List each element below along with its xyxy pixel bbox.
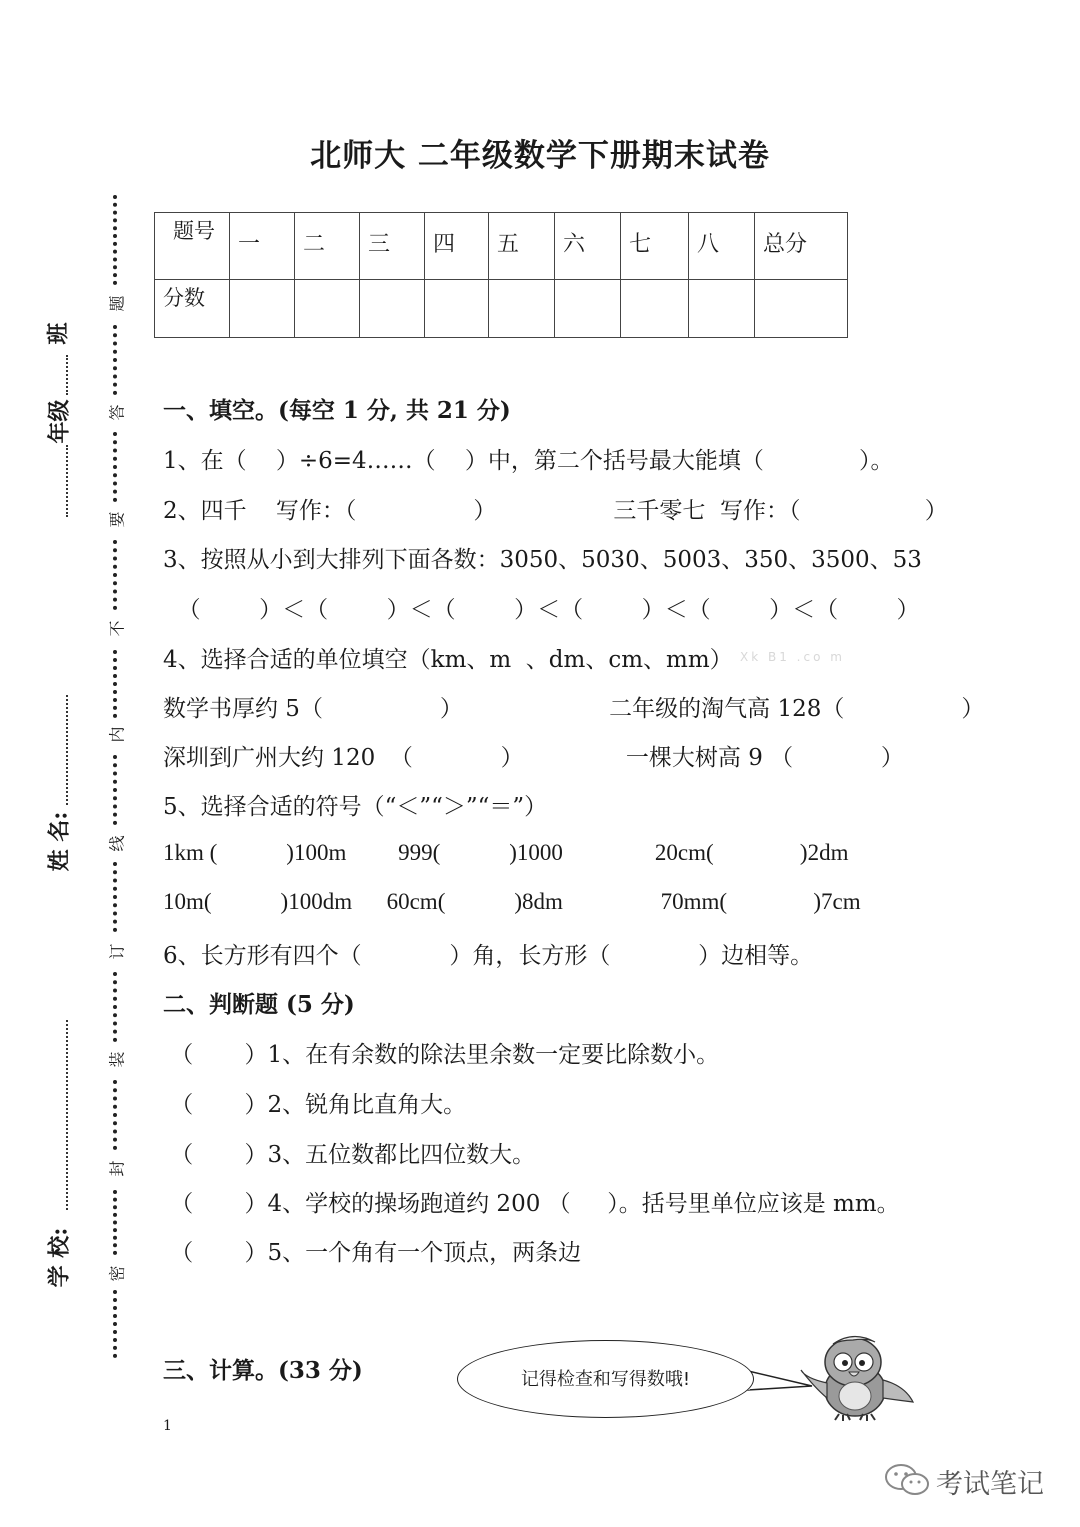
name-label: 姓 名:	[46, 811, 73, 872]
section3-heading: 三、计算。(33 分)	[163, 1357, 363, 1384]
score-table-cell: 二	[295, 213, 360, 280]
score-table-score-row	[155, 280, 848, 338]
speech-bubble	[457, 1340, 754, 1418]
score-table-cell: 八	[689, 213, 755, 280]
page-title: 北师大 二年级数学下册期末试卷	[310, 138, 770, 174]
score-table-cell: 总分	[755, 213, 848, 280]
question-3-blanks: （ ）＜（ ）＜（ ）＜（ ）＜（ ）＜（ ）	[163, 597, 920, 623]
question-6: 6、长方形有四个（ ）角，长方形（ ）边相等。	[163, 943, 814, 969]
section1-heading: 一、填空。(每空 1 分, 共 21 分)	[163, 397, 511, 424]
seal-char: 装	[107, 1051, 127, 1068]
school-label: 学 校:	[46, 1227, 73, 1288]
score-entry-cell[interactable]	[621, 280, 689, 338]
score-table-cell: 题号	[155, 213, 230, 280]
question-3: 3、按照从小到大排列下面各数：3050、5030、5003、350、3500、53	[163, 547, 922, 573]
seal-char: 封	[107, 1160, 127, 1177]
class-label: 班	[45, 322, 72, 345]
judge-item: （ ）2、锐角比直角大。	[163, 1092, 467, 1118]
watermark: Xk B1 .co m	[740, 650, 845, 664]
score-table-cell: 五	[489, 213, 555, 280]
question-4: 4、选择合适的单位填空（km、m 、dm、cm、mm）	[163, 647, 733, 673]
seal-char: 答	[107, 404, 127, 421]
speech-bubble-text: 记得检查和写得数哦!	[520, 1369, 691, 1390]
brand-name: 考试笔记	[936, 1469, 1044, 1500]
score-table-cell: 四	[425, 213, 489, 280]
seal-char: 题	[107, 295, 127, 312]
owl-mascot-icon	[797, 1328, 917, 1423]
wechat-icon	[883, 1462, 931, 1498]
score-entry-cell[interactable]	[689, 280, 755, 338]
question-2: 2、四千 写作：（ ） 三千零七 写作：（ ）	[163, 498, 948, 524]
judge-item: （ ）1、在有余数的除法里余数一定要比除数小。	[163, 1042, 720, 1068]
score-label-cell: 分数	[155, 280, 230, 338]
score-entry-cell[interactable]	[295, 280, 360, 338]
judge-item: （ ）5、一个角有一个顶点，两条边	[163, 1240, 582, 1266]
judge-item: （ ）4、学校的操场跑道约 200 （ ）。括号里单位应该是 mm。	[163, 1191, 900, 1217]
score-entry-cell[interactable]	[755, 280, 848, 338]
seal-char: 不	[107, 620, 127, 637]
question-5b: 10m( )100dm 60cm( )8dm 70mm( )7cm	[163, 889, 861, 914]
score-entry-cell[interactable]	[230, 280, 295, 338]
score-entry-cell[interactable]	[555, 280, 621, 338]
question-4b: 深圳到广州大约 120 （ ） 一棵大树高 9 （ ）	[163, 745, 904, 771]
score-entry-cell[interactable]	[489, 280, 555, 338]
question-4a: 数学书厚约 5（ ） 二年级的淘气高 128（ ）	[163, 696, 985, 722]
grade-label: 年级	[46, 399, 73, 444]
question-5a: 1km ( )100m 999( )1000 20cm( )2dm	[163, 840, 849, 865]
grade-blank[interactable]	[66, 445, 68, 517]
page-number: 1	[163, 1418, 172, 1434]
score-table-cell: 一	[230, 213, 295, 280]
seal-char: 内	[107, 726, 127, 743]
question-1: 1、在（ ）÷6=4……（ ）中，第二个括号最大能填（ ）。	[163, 448, 894, 474]
score-table-cell: 七	[621, 213, 689, 280]
score-table-cell: 三	[360, 213, 425, 280]
name-blank[interactable]	[66, 695, 68, 805]
score-table-cell: 六	[555, 213, 621, 280]
judge-item: （ ）3、五位数都比四位数大。	[163, 1142, 536, 1168]
score-table-header-row	[155, 213, 848, 280]
question-5: 5、选择合适的符号（“＜”“＞”“＝”）	[163, 794, 548, 820]
seal-char: 要	[107, 511, 127, 528]
score-entry-cell[interactable]	[425, 280, 489, 338]
score-entry-cell[interactable]	[360, 280, 425, 338]
section2-heading: 二、判断题 (5 分)	[163, 991, 355, 1018]
school-blank[interactable]	[66, 1020, 68, 1210]
seal-char: 密	[107, 1265, 127, 1282]
seal-char: 订	[107, 943, 127, 960]
score-table	[154, 212, 848, 338]
class-blank[interactable]	[66, 355, 68, 395]
seal-char: 线	[107, 835, 127, 852]
